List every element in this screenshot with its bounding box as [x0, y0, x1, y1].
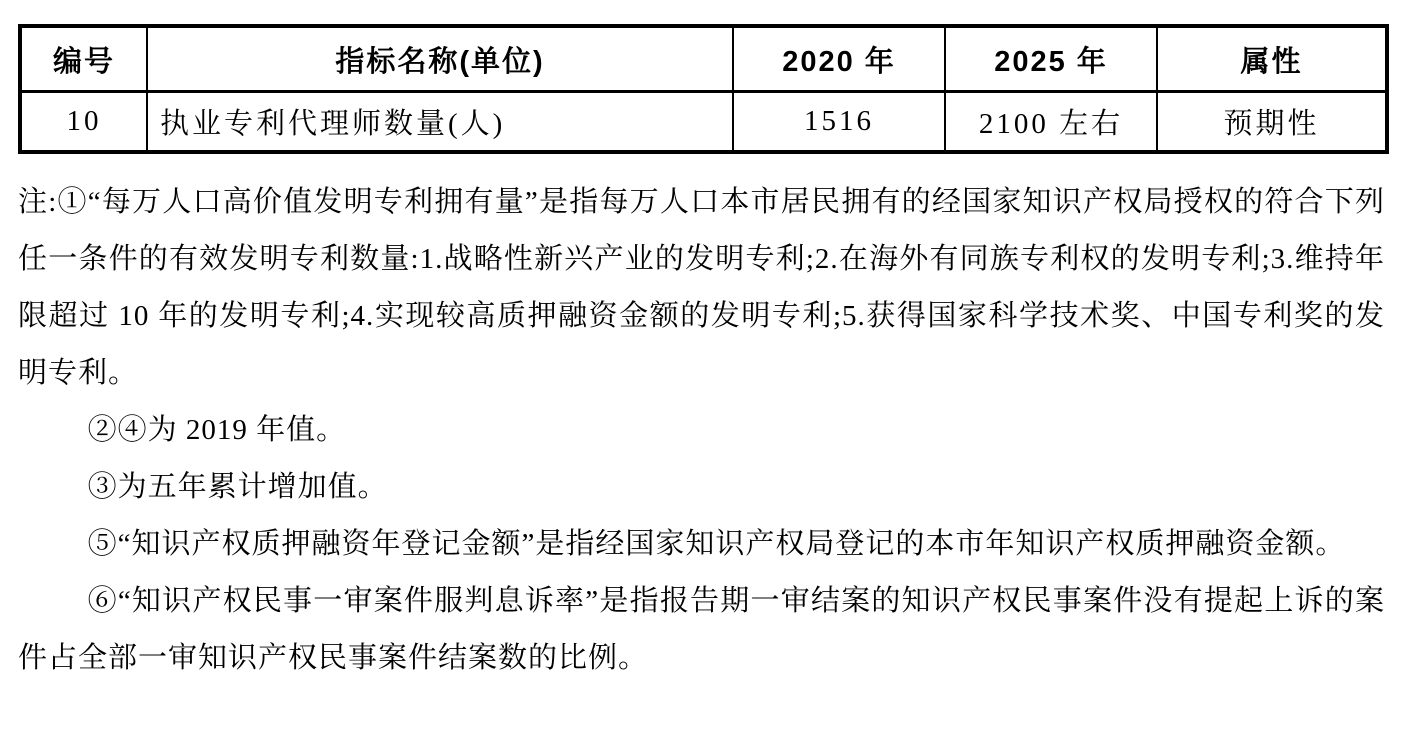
table-header-row — [20, 26, 1387, 92]
note-paragraph-5: ⑥“知识产权民事一审案件服判息诉率”是指报告期一审结案的知识产权民事案件没有提起上诉的案件占全部一审知识产权民事案件结案数的比例。 — [18, 585, 1385, 674]
cell-attribute: 预期性 — [1157, 92, 1387, 153]
cell-number: 10 — [20, 92, 147, 153]
note-paragraph-1: 注:①“每万人口高价值发明专利拥有量”是指每万人口本市居民拥有的经国家知识产权局授权的符合下列任一条件的有效发明专利数量:1.战略性新兴产业的发明专利;2.在海外有同族专利权的发明专利;3.维持年限超过 10 年的发明专利;4.实现较高质押融资金额的发明专利;5.获得国家科学技术奖、中国专利奖的发明专利。 — [18, 186, 1385, 389]
cell-value-2025: 2100 左右 — [945, 92, 1157, 153]
header-indicator-name: 指标名称(单位) — [147, 26, 733, 92]
note-paragraph-2: ②④为 2019 年值。 — [87, 414, 347, 446]
header-attribute: 属性 — [1157, 26, 1387, 92]
header-number: 编号 — [20, 26, 147, 92]
header-year-2025: 2025 年 — [945, 26, 1157, 92]
cell-value-2020: 1516 — [733, 92, 945, 153]
note-paragraph-3: ③为五年累计增加值。 — [87, 471, 388, 503]
header-year-2020: 2020 年 — [733, 26, 945, 92]
table-row — [20, 92, 1387, 153]
note-paragraph-4: ⑤“知识产权质押融资年登记金额”是指经国家知识产权局登记的本市年知识产权质押融资金额。 — [87, 528, 1346, 560]
indicator-table — [18, 24, 1389, 154]
cell-indicator-name: 执业专利代理师数量(人) — [147, 92, 733, 153]
notes-section — [18, 174, 1385, 687]
